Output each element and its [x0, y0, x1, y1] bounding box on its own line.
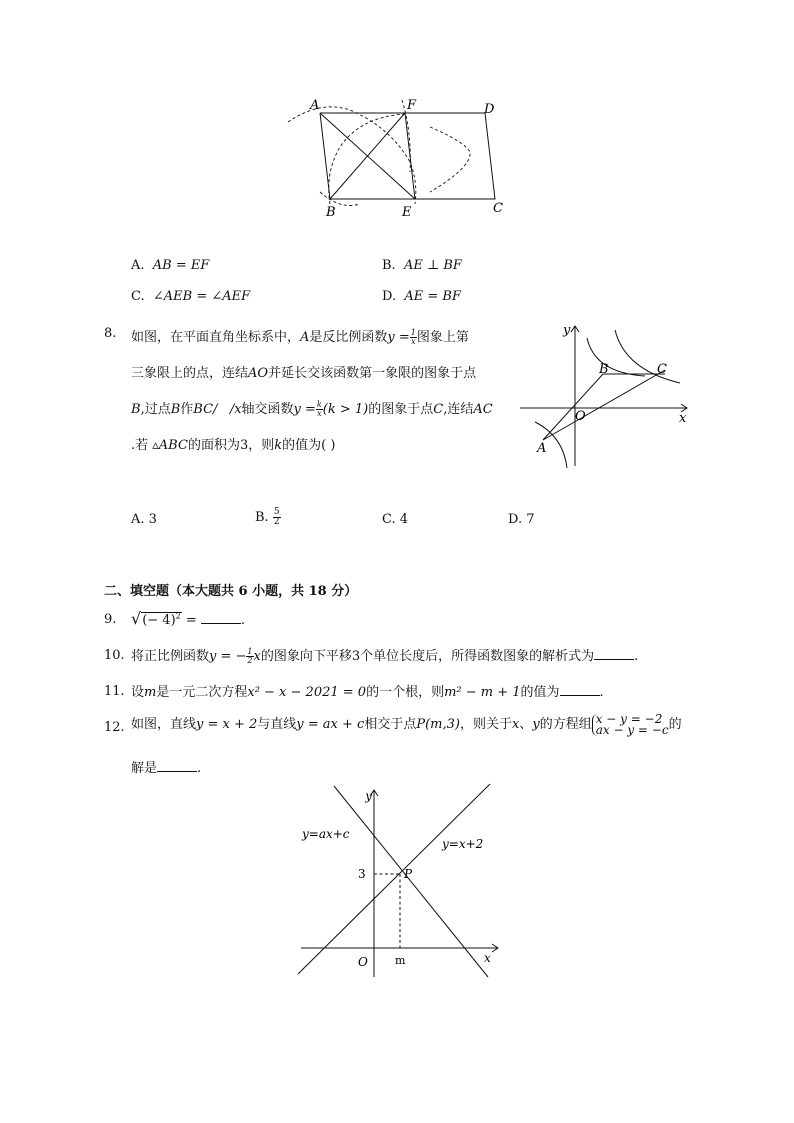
line-label-x-2: y=x+2 [442, 837, 484, 851]
line-label-ax-c: y=ax+c [302, 827, 350, 841]
answer-blank[interactable] [560, 684, 600, 696]
q9-number: 9. [104, 612, 117, 627]
q8-line-1: 如图，在平面直角坐标系中，A是反比例函数y = $\frac{1}{x}$ 图象上第 [131, 328, 469, 346]
label-C: C [657, 362, 667, 377]
q10-body: 将正比例函数y = − $\frac{1}{2}$ x的图象向下平移3个单位长度后，所得函数图象的解析式为 . [131, 647, 639, 665]
option-label: A. [131, 258, 145, 273]
q12-line-2: 解是 . [131, 761, 202, 776]
label-C: C [493, 201, 503, 216]
label-B: B [326, 205, 336, 220]
q12-number: 12. [104, 720, 125, 735]
label-D: D [484, 102, 495, 117]
q12-line-1: 如图，直线y = x + 2与直线y = ax + c相交于点P(m,3)，则关于x、y的方程组 x − y = −2 ax − y = −c 的 [131, 711, 682, 737]
option-text: AE ⊥ BF [403, 258, 462, 273]
answer-blank[interactable] [594, 648, 634, 660]
label-m: m [395, 954, 406, 967]
q11-number: 11. [104, 684, 125, 699]
figure-q8-coordinate-plane [515, 318, 695, 473]
fraction: $\frac{1}{2}$ [247, 647, 253, 665]
fraction: $\frac{1}{x}$ [410, 328, 416, 346]
option-label: B. [382, 258, 396, 273]
label-F: F [407, 98, 417, 113]
equation-system: x − y = −2 ax − y = −c [592, 714, 669, 736]
option-text: ∠AEB = ∠AEF [152, 289, 251, 304]
q8-option-c: C. 4 [382, 512, 409, 527]
figure-q7-parallelogram [280, 92, 520, 222]
q9-body: √(− 4)$^2$ = . [131, 609, 246, 628]
label-O: O [358, 955, 368, 969]
q8-line-2: 三象限上的点，连结AO并延长交该函数第一象限的图象于点 [131, 366, 477, 381]
section-title: 二、填空题（本大题共 6 小题，共 18 分） [104, 584, 358, 599]
label-E: E [402, 205, 412, 220]
label-A: A [537, 441, 547, 456]
q8-number: 8. [104, 326, 117, 341]
axis-label-y: y [563, 323, 571, 338]
sqrt-icon: √ [131, 609, 142, 628]
q8-option-a: A. 3 [131, 512, 157, 527]
fraction: $\frac{k}{x}$ [316, 400, 322, 418]
q8-option-b: B. $\frac{5}{2}$ [255, 507, 280, 527]
axis-label-x: x [679, 411, 687, 426]
q7-option-a [131, 258, 209, 273]
label-A: A [310, 98, 320, 113]
label-3: 3 [358, 867, 366, 881]
q7-option-d [382, 289, 461, 304]
q8-line-3: B,过点B作BC/ /x轴交函数y = $\frac{k}{x}$ (k > 1)的图象于点C,连结AC [131, 400, 493, 418]
q7-option-c [131, 289, 250, 304]
label-O: O [575, 409, 586, 424]
answer-blank[interactable] [201, 612, 241, 624]
answer-blank[interactable] [157, 760, 197, 772]
label-P: P [404, 867, 413, 881]
label-B: B [599, 362, 609, 377]
option-label: D. [382, 289, 397, 304]
option-text: AE = BF [404, 289, 461, 304]
q8-option-d: D. 7 [508, 512, 535, 527]
q7-option-b [382, 258, 462, 273]
q8-line-4: .若 ▵ABC的面积为3，则k的值为( ) [131, 438, 336, 453]
axis-label-x: x [484, 951, 491, 965]
figure-q12-lines [296, 782, 506, 982]
q10-number: 10. [104, 648, 125, 663]
q11-body: 设m是一元二次方程x² − x − 2021 = 0的一个根，则m² − m + 1的值为 . [131, 685, 604, 700]
option-label: C. [131, 289, 145, 304]
option-text: AB = EF [152, 258, 210, 273]
axis-label-y: y [365, 789, 372, 803]
